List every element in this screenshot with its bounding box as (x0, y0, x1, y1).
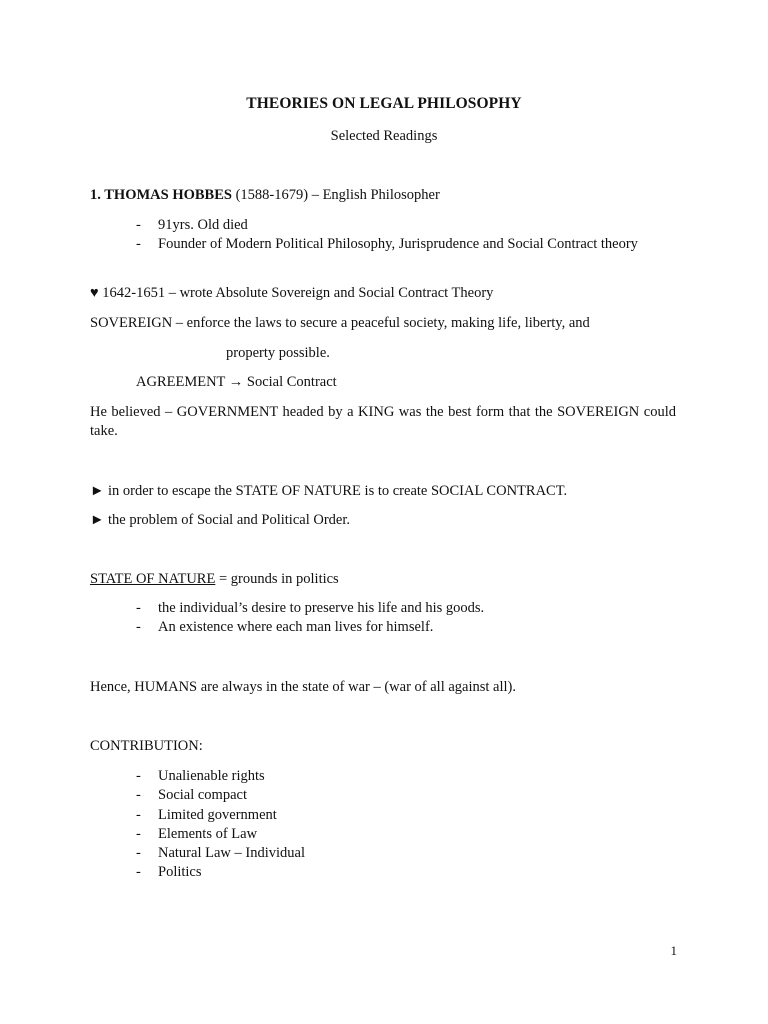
dash-marker: - (136, 236, 141, 253)
dash-marker: - (136, 845, 141, 862)
dash-marker: - (136, 825, 141, 842)
arrow-line-escape: ► in order to escape the STATE OF NATURE is to create SOCIAL CONTRACT. (90, 483, 568, 499)
believed-paragraph: He believed – GOVERNMENT headed by a KING was the best form that the SOVEREIGN could take. (90, 404, 676, 439)
list-item: - 91yrs. Old died (136, 217, 248, 233)
arrow-line-order: ► the problem of Social and Political Order. (90, 512, 350, 528)
list-item: - the individual’s desire to preserve his life and his goods. (136, 600, 485, 616)
dash-marker: - (136, 806, 141, 823)
state-of-nature-list (136, 599, 484, 638)
agreement-line: AGREEMENT → Social Contract (136, 374, 337, 390)
list-item: - Unalienable rights (136, 768, 265, 784)
heart-line: ♥ 1642-1651 – wrote Absolute Sovereign and Social Contract Theory (90, 285, 494, 301)
sovereign-line: SOVEREIGN – enforce the laws to secure a peaceful society, making life, liberty, and (90, 315, 590, 331)
dash-marker: - (136, 217, 141, 233)
list-item: - An existence where each man lives for himself. (136, 619, 434, 636)
hobbes-facts-list (136, 216, 638, 255)
list-item: - Politics (136, 864, 202, 881)
section-heading-hobbes (90, 186, 440, 205)
dash-marker: - (136, 768, 141, 784)
dash-marker: - (136, 619, 141, 636)
state-of-nature-definition: = grounds in politics (215, 571, 339, 587)
section-heading-name: 1. THOMAS HOBBES (90, 187, 232, 203)
dash-marker: - (136, 787, 141, 804)
document-subtitle: Selected Readings (330, 128, 438, 144)
state-of-nature-heading (90, 570, 339, 589)
contribution-list (136, 767, 305, 883)
dash-marker: - (136, 600, 141, 616)
list-item: - Limited government (136, 806, 277, 823)
sovereign-line-continued: property possible. (226, 345, 330, 361)
page-number: 1 (670, 943, 677, 958)
list-item: - Elements of Law (136, 825, 258, 842)
state-of-nature-term: STATE OF NATURE (90, 571, 216, 587)
list-item: - Natural Law – Individual (136, 845, 305, 862)
hence-line: Hence, HUMANS are always in the state of war – (war of all against all). (90, 679, 516, 695)
document-title: THEORIES ON LEGAL PHILOSOPHY (246, 95, 522, 112)
dash-marker: - (136, 864, 141, 881)
contribution-heading: CONTRIBUTION: (90, 738, 203, 754)
section-heading-details: (1588-1679) – English Philosopher (231, 187, 440, 203)
list-item: - Founder of Modern Political Philosophy, Jurisprudence and Social Contract theory (136, 236, 638, 253)
list-item: - Social compact (136, 787, 247, 804)
